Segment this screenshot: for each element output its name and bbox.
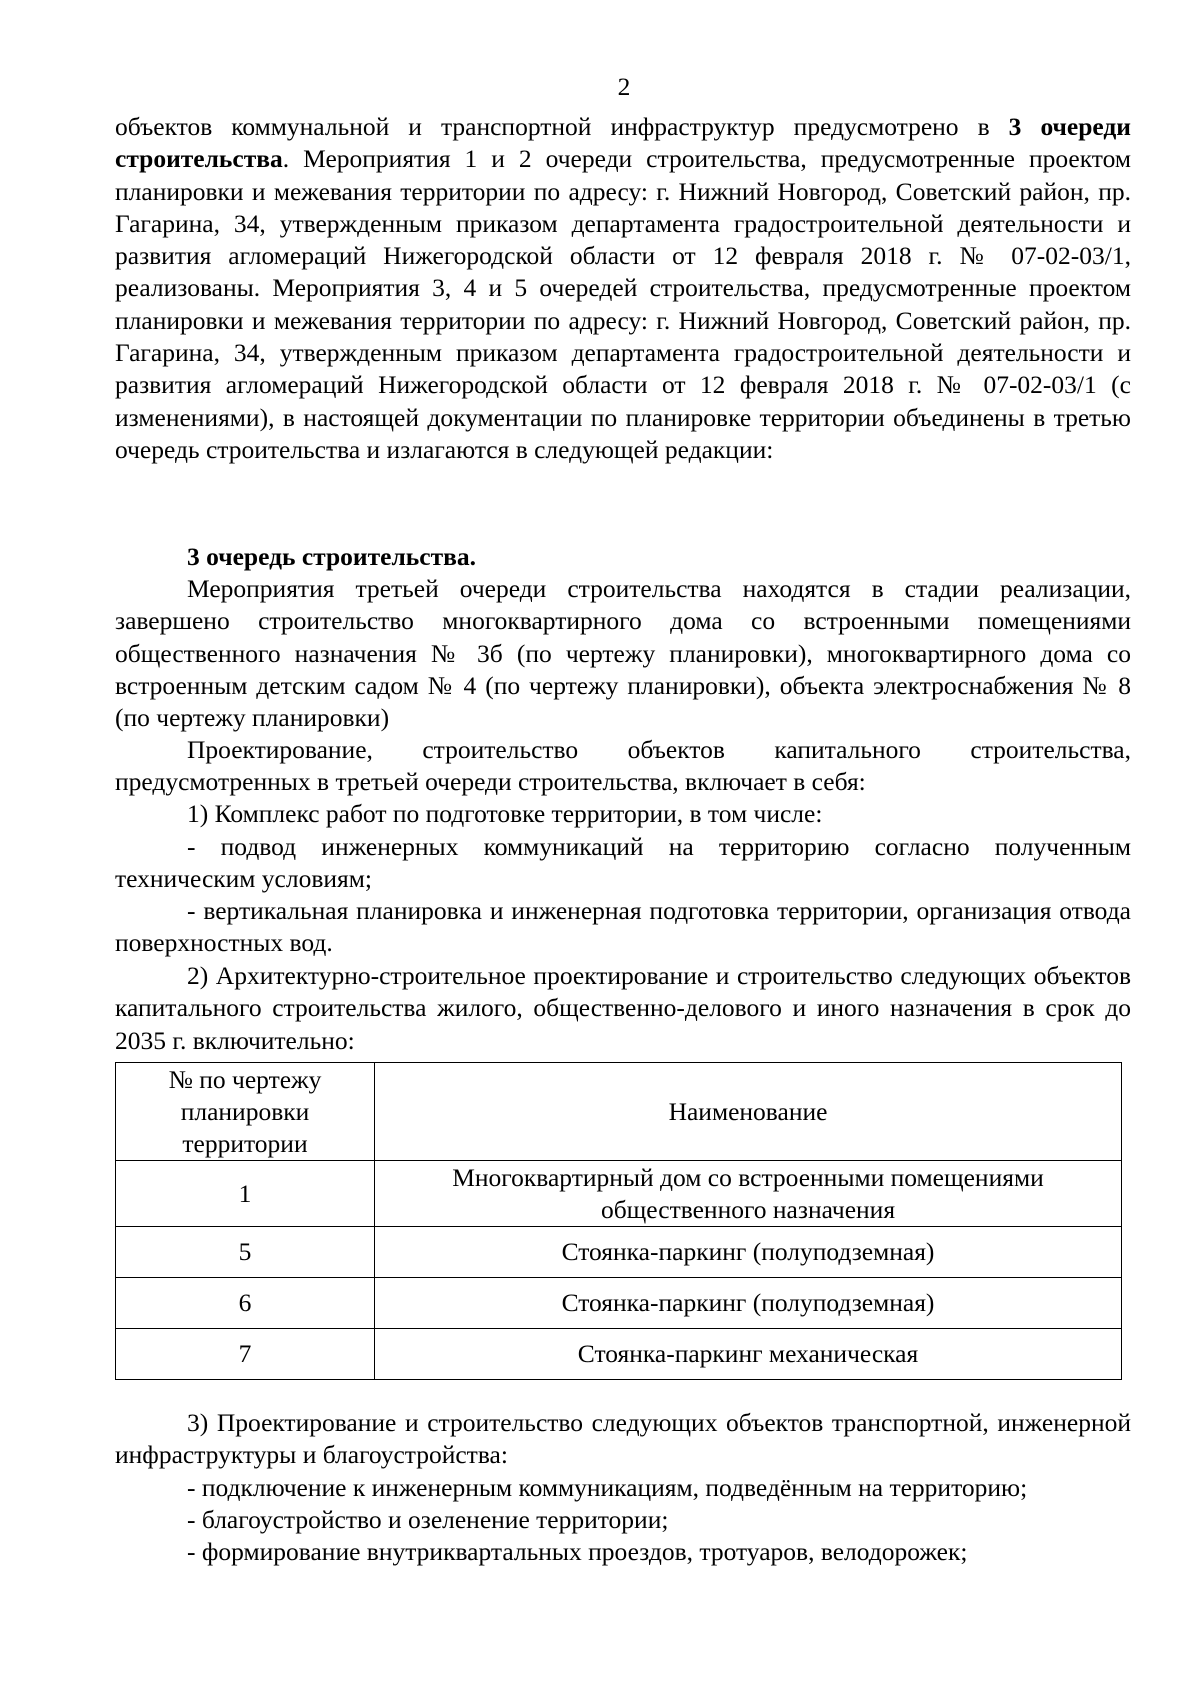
page-number: 2 [617, 72, 631, 101]
table-row [116, 1161, 1122, 1227]
table-cell-number: 1 [116, 1161, 375, 1227]
status-paragraph: Мероприятия третьей очереди строительства находятся в стадии реализации, завершено строительство многоквартирного дома со встроенными помещениями общественного назначения № 3б (по чертежу планировки), многоквартирного дома со встроенным детским садом № 4 (по чертежу планировки), объекта электроснабжения № 8 (по чертежу планировки) [115, 574, 1131, 733]
intro-text-end: . Мероприятия 1 и 2 очереди строительства, предусмотренные проектом планировки и межевания территории по адресу: г. Нижний Новгород, Советский район, пр. Гагарина, 34, утвержденным приказом департамента градостроительной деятельности и развития агломераций Нижегородской области от 12 февраля 2018 г. № 07-02-03/1, реализованы. Мероприятия 3, 4 и 5 очередей строительства, предусмотренные проектом планировки и межевания территории по адресу: г. Нижний Новгород, Советский район, пр. Гагарина, 34, утвержденным приказом департамента градостроительной деятельности и развития агломераций Нижегородской области от 12 февраля 2018 г. № 07-02-03/1 (с изменениями), в настоящей документации по планировке территории объединены в третью очередь строительства и излагаются в следующей редакции: [115, 144, 1131, 464]
item-1-b: - вертикальная планировка и инженерная подготовка территории, организация отвода поверхностных вод. [115, 896, 1131, 958]
item-1-a: - подвод инженерных коммуникаций на территорию согласно полученным техническим условиям; [115, 832, 1131, 894]
table-cell-number: 7 [116, 1329, 375, 1380]
table-cell-name: Стоянка-паркинг механическая [375, 1329, 1122, 1380]
table-cell-name: Стоянка-паркинг (полуподземная) [375, 1227, 1122, 1278]
table-row [116, 1227, 1122, 1278]
table-header-number: № по чертежу планировки территории [116, 1063, 375, 1161]
item-2: 2) Архитектурно-строительное проектирование и строительство следующих объектов капитального строительства жилого, общественно-делового и иного назначения в срок до 2035 г. включительно: [115, 961, 1131, 1055]
section-heading: 3 очередь строительства. [187, 542, 476, 571]
table-row [116, 1329, 1122, 1380]
design-paragraph: Проектирование, строительство объектов капитального строительства, предусмотренных в третьей очереди строительства, включает в себя: [115, 735, 1131, 797]
objects-table [115, 1062, 1122, 1380]
item-3-b: - благоустройство и озеленение территории; [187, 1505, 669, 1534]
item-3: 3) Проектирование и строительство следующих объектов транспортной, инженерной инфраструктуры и благоустройства: [115, 1408, 1131, 1470]
table-cell-name: Стоянка-паркинг (полуподземная) [375, 1278, 1122, 1329]
item-3-c: - формирование внутриквартальных проездов, тротуаров, велодорожек; [187, 1537, 968, 1566]
item-3-a: - подключение к инженерным коммуникациям, подведённым на территорию; [187, 1473, 1028, 1502]
table-cell-number: 5 [116, 1227, 375, 1278]
intro-paragraph [115, 111, 1131, 466]
intro-text-bold: 3 очереди строительства [115, 112, 1131, 174]
table-cell-number: 6 [116, 1278, 375, 1329]
table-header-name: Наименование [375, 1063, 1122, 1161]
intro-text-start: объектов коммунальной и транспортной инфраструктур предусмотрено в [115, 112, 1009, 141]
table-cell-name: Многоквартирный дом со встроенными помещениями общественного назначения [375, 1161, 1122, 1227]
item-1: 1) Комплекс работ по подготовке территории, в том числе: [187, 799, 823, 828]
table-row [116, 1278, 1122, 1329]
table-header-row [116, 1063, 1122, 1161]
